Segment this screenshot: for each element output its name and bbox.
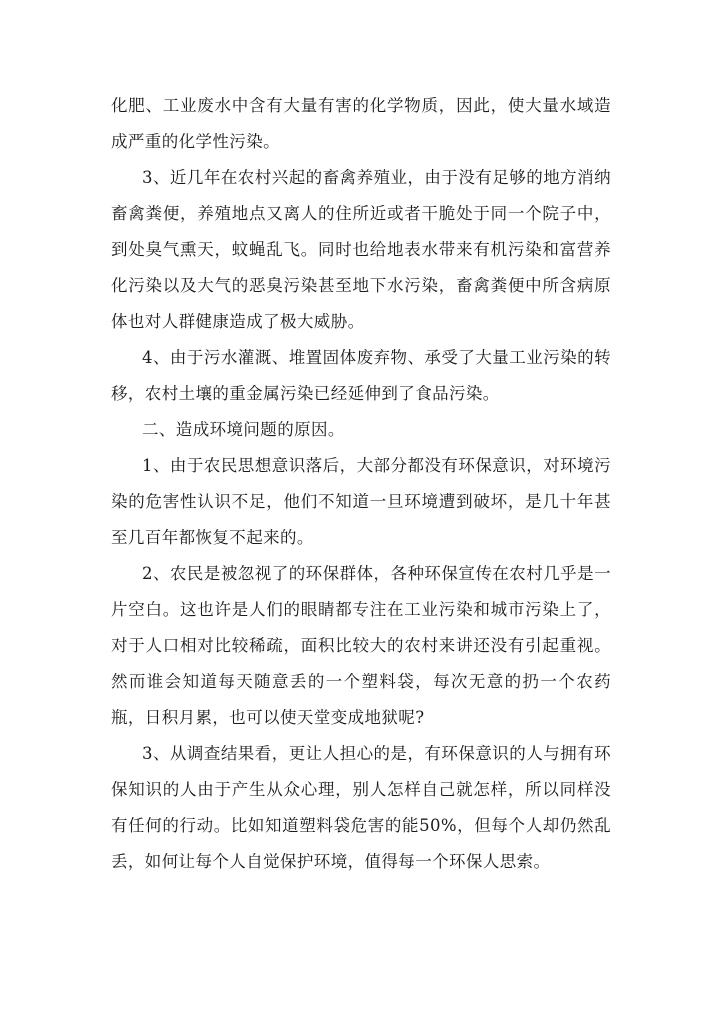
paragraph-survey-results: 3、从调查结果看，更让人担心的是，有环保意识的人与拥有环保知识的人由于产生从众心理，别人怎样自己就怎样，所以同样没有任何的行动。比如知道塑料袋危害的能50%，但每个人却仍然乱丢，如何让每个人自觉保护环境，值得每一个环保人思索。 xyxy=(111,744,611,871)
paragraph-neglected-group: 2、农民是被忽视了的环保群体，各种环保宣传在农村几乎是一片空白。这也许是人们的眼睛都专注在工业污染和城市污染上了，对于人口相对比较稀疏，面积比较大的农村来讲还没有引起重视。然而谁会知道每天随意丢的一个塑料袋，每次无意的扔一个农药瓶，日积月累，也可以使天堂变成地狱呢? xyxy=(111,564,611,727)
paragraph-awareness: 1、由于农民思想意识落后，大部分都没有环保意识，对环境污染的危害性认识不足，他们不知道一旦环境遭到破坏，是几十年甚至几百年都恢复不起来的。 xyxy=(111,456,611,547)
paragraph-continuation: 化肥、工业废水中含有大量有害的化学物质，因此，使大量水域造成严重的化学性污染。 xyxy=(111,96,611,151)
paragraph-livestock-pollution: 3、近几年在农村兴起的畜禽养殖业，由于没有足够的地方消纳畜禽粪便，养殖地点又离人的住所近或者干脆处于同一个院子中，到处臭气熏天，蚊蝇乱飞。同时也给地表水带来有机污染和富营养化污染以及大气的恶臭污染甚至地下水污染，畜禽粪便中所含病原体也对人群健康造成了极大威胁。 xyxy=(111,168,611,331)
document-body xyxy=(111,88,611,880)
paragraph-soil-pollution: 4、由于污水灌溉、堆置固体废弃物、承受了大量工业污染的转移，农村土壤的重金属污染已经延伸到了食品污染。 xyxy=(111,348,611,403)
section-heading-causes: 二、造成环境问题的原因。 xyxy=(142,420,345,439)
